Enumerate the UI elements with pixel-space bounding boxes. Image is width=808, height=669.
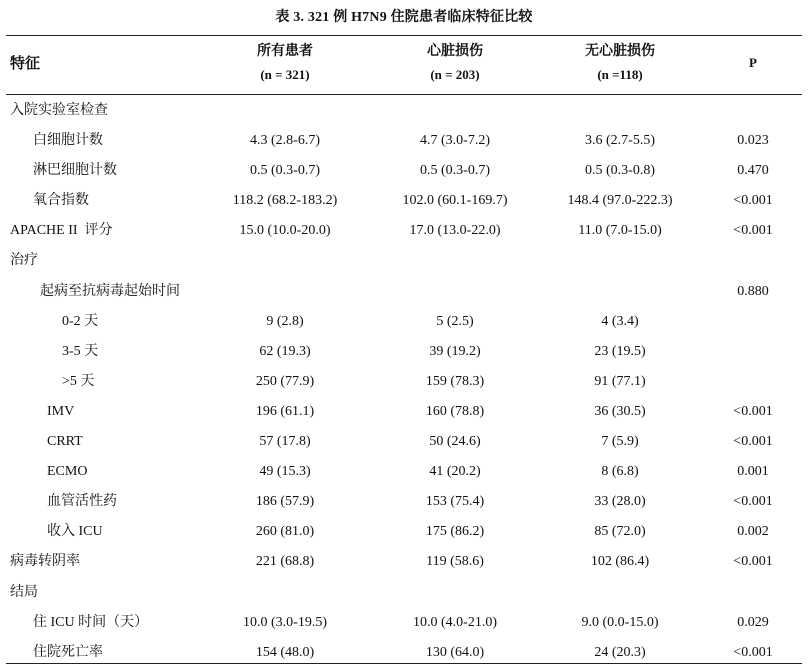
- row-label: 入院实验室检查: [10, 103, 108, 118]
- cell-p-value: <0.001: [733, 494, 773, 510]
- row-label: 结局: [10, 584, 38, 600]
- cell-heart-injury: 39 (19.2): [429, 343, 481, 359]
- cell-all-patients: 10.0 (3.0-19.5): [243, 614, 327, 630]
- table-row: [0, 216, 808, 246]
- row-label: CRRT: [47, 434, 83, 450]
- row-label: 3-5 天: [62, 343, 99, 359]
- header-all-patients-label: 所有患者: [257, 44, 313, 59]
- cell-all-patients: 0.5 (0.3-0.7): [250, 163, 320, 179]
- cell-all-patients: 250 (77.9): [255, 373, 315, 389]
- row-label: 白细胞计数: [33, 133, 103, 149]
- row-label: 血管活性药: [47, 494, 117, 510]
- cell-heart-injury: 102.0 (60.1-169.7): [402, 193, 508, 209]
- row-label: 0-2 天: [62, 313, 99, 329]
- cell-p-value: 0.470: [737, 163, 769, 179]
- cell-p-value: <0.001: [733, 644, 773, 660]
- cell-p-value: 0.001: [737, 464, 769, 480]
- cell-heart-injury: 10.0 (4.0-21.0): [413, 614, 497, 630]
- cell-no-heart-injury: 9.0 (0.0-15.0): [581, 614, 659, 630]
- cell-heart-injury: 160 (78.8): [425, 403, 485, 419]
- cell-no-heart-injury: 24 (20.3): [594, 644, 646, 660]
- cell-no-heart-injury: 102 (86.4): [590, 554, 650, 570]
- cell-no-heart-injury: 148.4 (97.0-222.3): [567, 193, 673, 209]
- table-row: [0, 578, 808, 608]
- header-all-patients-n: (n = 321): [260, 67, 310, 82]
- table-row: [0, 277, 808, 307]
- cell-p-value: <0.001: [733, 403, 773, 419]
- row-label: IMV: [47, 403, 75, 419]
- cell-all-patients: 62 (19.3): [259, 343, 311, 359]
- table-row: [0, 156, 808, 186]
- cell-heart-injury: 4.7 (3.0-7.2): [420, 133, 490, 149]
- header-feature: 特征: [10, 56, 41, 72]
- row-label: APACHE II 评分: [10, 223, 113, 239]
- table-row: [0, 337, 808, 367]
- cell-no-heart-injury: 23 (19.5): [594, 343, 646, 359]
- cell-all-patients: 221 (68.8): [255, 554, 315, 570]
- header-all-patients: [205, 40, 365, 86]
- cell-heart-injury: 17.0 (13.0-22.0): [409, 223, 501, 239]
- table-row: [0, 126, 808, 156]
- table-row: [0, 457, 808, 487]
- row-label: 氧合指数: [33, 193, 89, 209]
- header-no-heart-injury-n: (n =118): [597, 67, 643, 82]
- header-heart-injury-label: 心脏损伤: [427, 44, 483, 59]
- table-row: [0, 307, 808, 337]
- row-label: 淋巴细胞计数: [33, 163, 117, 179]
- header-no-heart-injury-label: 无心脏损伤: [585, 44, 655, 59]
- table-row: [0, 96, 808, 126]
- cell-heart-injury: 159 (78.3): [425, 373, 485, 389]
- cell-heart-injury: 0.5 (0.3-0.7): [420, 163, 490, 179]
- table-row: [0, 367, 808, 397]
- cell-no-heart-injury: 36 (30.5): [594, 403, 646, 419]
- cell-all-patients: 9 (2.8): [266, 313, 304, 329]
- table-row: [0, 186, 808, 216]
- cell-p-value: <0.001: [733, 554, 773, 570]
- table-row: [0, 246, 808, 276]
- cell-heart-injury: 175 (86.2): [425, 524, 485, 540]
- cell-heart-injury: 119 (58.6): [426, 554, 484, 570]
- cell-heart-injury: 50 (24.6): [429, 434, 481, 450]
- cell-all-patients: 57 (17.8): [259, 434, 311, 450]
- cell-heart-injury: 41 (20.2): [429, 464, 481, 480]
- cell-no-heart-injury: 33 (28.0): [594, 494, 646, 510]
- cell-p-value: 0.880: [737, 283, 769, 299]
- row-label: 病毒转阴率: [10, 554, 80, 570]
- top-rule: [6, 35, 802, 36]
- cell-all-patients: 49 (15.3): [259, 464, 311, 480]
- cell-no-heart-injury: 11.0 (7.0-15.0): [578, 223, 662, 239]
- cell-no-heart-injury: 3.6 (2.7-5.5): [585, 133, 655, 149]
- table-row: [0, 427, 808, 457]
- cell-heart-injury: 153 (75.4): [425, 494, 485, 510]
- cell-all-patients: 186 (57.9): [255, 494, 315, 510]
- row-label: 住院死亡率: [33, 644, 103, 660]
- header-heart-injury: [375, 40, 535, 86]
- header-heart-injury-n: (n = 203): [430, 67, 480, 82]
- header-no-heart-injury: [540, 40, 700, 86]
- cell-p-value: 0.029: [737, 614, 769, 630]
- cell-no-heart-injury: 7 (5.9): [601, 434, 639, 450]
- cell-heart-injury: 130 (64.0): [425, 644, 485, 660]
- cell-p-value: 0.002: [737, 524, 769, 540]
- cell-all-patients: 118.2 (68.2-183.2): [232, 193, 338, 209]
- cell-all-patients: 15.0 (10.0-20.0): [239, 223, 331, 239]
- cell-p-value: <0.001: [733, 223, 773, 239]
- table-row: [0, 608, 808, 638]
- table-row: [0, 487, 808, 517]
- cell-no-heart-injury: 0.5 (0.3-0.8): [585, 163, 655, 179]
- header-rule: [6, 94, 802, 95]
- row-label: 住 ICU 时间（天）: [33, 614, 149, 630]
- row-label: ECMO: [47, 464, 88, 480]
- cell-no-heart-injury: 4 (3.4): [601, 313, 639, 329]
- table-caption: 表 3. 321 例 H7N9 住院患者临床特征比较: [275, 10, 533, 25]
- table-body: [0, 96, 808, 668]
- cell-no-heart-injury: 91 (77.1): [594, 373, 646, 389]
- cell-all-patients: 196 (61.1): [255, 403, 315, 419]
- cell-no-heart-injury: 85 (72.0): [594, 524, 646, 540]
- cell-heart-injury: 5 (2.5): [436, 313, 474, 329]
- table-row: [0, 547, 808, 577]
- row-label: 起病至抗病毒起始时间: [40, 283, 180, 299]
- cell-all-patients: 154 (48.0): [255, 644, 315, 660]
- cell-p-value: <0.001: [733, 193, 773, 209]
- cell-all-patients: 260 (81.0): [255, 524, 315, 540]
- cell-p-value: <0.001: [733, 434, 773, 450]
- cell-p-value: 0.023: [737, 133, 769, 149]
- row-label: 治疗: [10, 253, 38, 269]
- table-row: [0, 397, 808, 427]
- header-p-value: P: [749, 55, 757, 70]
- table-row: [0, 517, 808, 547]
- bottom-rule: [6, 663, 802, 664]
- cell-no-heart-injury: 8 (6.8): [601, 464, 639, 480]
- row-label: 收入 ICU: [47, 524, 103, 540]
- cell-all-patients: 4.3 (2.8-6.7): [250, 133, 320, 149]
- row-label: >5 天: [62, 373, 95, 389]
